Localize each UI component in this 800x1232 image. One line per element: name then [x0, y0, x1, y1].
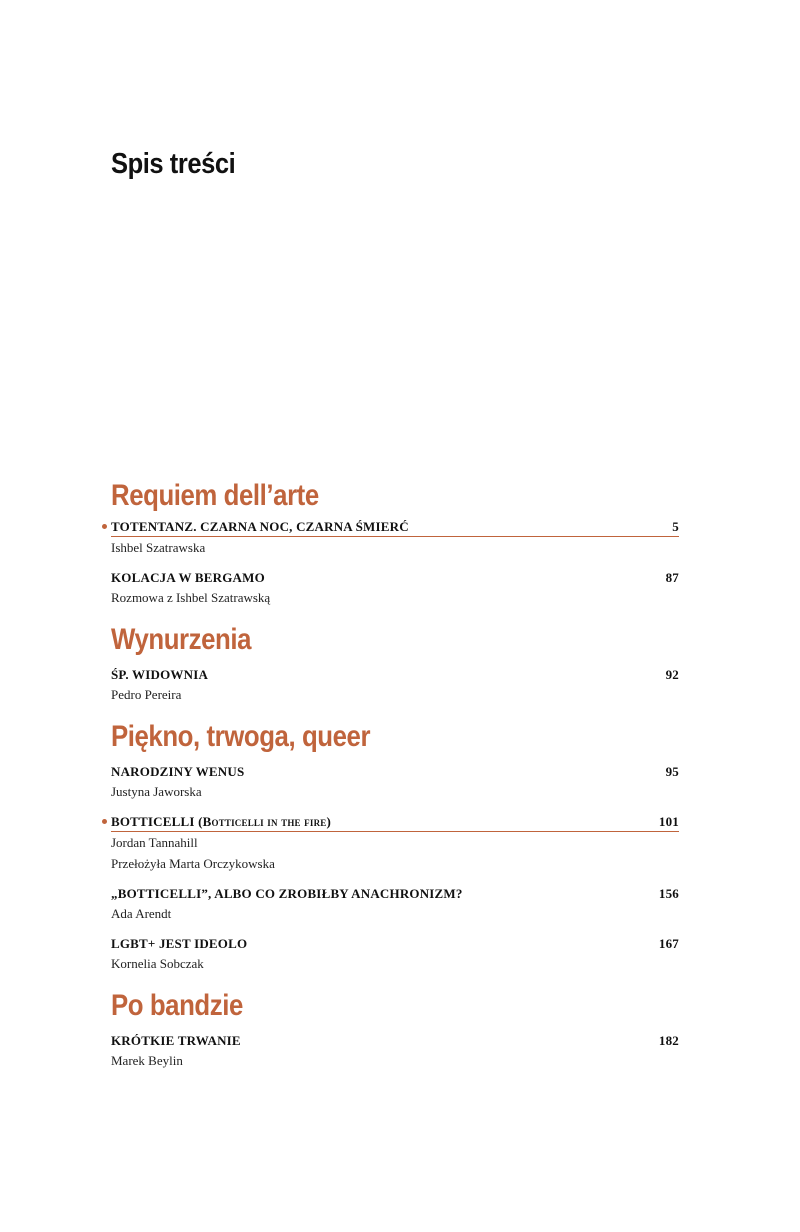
bullet-marker [102, 524, 107, 529]
toc-entry[interactable] [111, 813, 679, 874]
entry-head [111, 666, 679, 684]
entry-title: LGBT+ JEST IDEOLO [111, 936, 248, 951]
section-title: Po bandzie [111, 989, 243, 1022]
toc-entry[interactable] [111, 935, 679, 974]
entry-author: Justyna Jaworska [111, 784, 202, 799]
entry-title-end: ) [326, 814, 332, 829]
entry-author: Pedro Pereira [111, 687, 182, 702]
page-title: Spis treści [111, 148, 236, 180]
entry-head [111, 1032, 679, 1050]
entry-head [111, 518, 679, 537]
entry-title: TOTENTANZ. CZARNA NOC, CZARNA ŚMIERĆ [111, 519, 409, 534]
entry-original-title: Botticelli in the fire [202, 814, 327, 829]
entry-head [111, 569, 679, 587]
section-title: Piękno, trwoga, queer [111, 720, 371, 753]
toc-entry[interactable] [111, 1032, 679, 1071]
entry-page-number: 95 [665, 764, 679, 779]
entry-author: Jordan Tannahill [111, 835, 198, 850]
entry-title: KOLACJA W BERGAMO [111, 570, 265, 585]
toc-entry[interactable] [111, 763, 679, 802]
entry-page-number: 156 [658, 886, 679, 901]
bullet-marker [102, 819, 107, 824]
entry-head [111, 763, 679, 781]
entry-translator: Przełożyła Marta Orczykowska [111, 856, 275, 871]
entry-head [111, 885, 679, 903]
entry-title-main: BOTTICELLI ( [111, 814, 203, 829]
entry-page-number: 92 [665, 667, 679, 682]
entry-head [111, 813, 679, 832]
entry-head [111, 935, 679, 953]
entry-title: KRÓTKIE TRWANIE [111, 1033, 241, 1048]
entry-author: Marek Beylin [111, 1053, 183, 1068]
entry-title: NARODZINY WENUS [111, 764, 245, 779]
entry-page-number: 87 [665, 570, 679, 585]
table-of-contents [111, 478, 679, 1071]
toc-entry[interactable] [111, 885, 679, 924]
entry-page-number: 5 [672, 519, 679, 534]
section-title: Wynurzenia [111, 623, 252, 656]
entry-author: Rozmowa z Ishbel Szatrawską [111, 590, 271, 605]
toc-entry[interactable] [111, 518, 679, 558]
entry-title: ŚP. WIDOWNIA [111, 667, 209, 682]
entry-author: Ada Arendt [111, 906, 172, 921]
entry-page-number: 182 [658, 1033, 679, 1048]
toc-entry[interactable] [111, 666, 679, 705]
entry-page-number: 167 [658, 936, 679, 951]
entry-title [111, 813, 331, 831]
entry-title: „BOTTICELLI”, ALBO CO ZROBIŁBY ANACHRONIZM? [111, 886, 463, 901]
entry-page-number: 101 [658, 814, 679, 829]
entry-author: Ishbel Szatrawska [111, 540, 206, 555]
toc-entry[interactable] [111, 569, 679, 608]
entry-author: Kornelia Sobczak [111, 956, 204, 971]
section-title: Requiem dell’arte [111, 479, 319, 512]
